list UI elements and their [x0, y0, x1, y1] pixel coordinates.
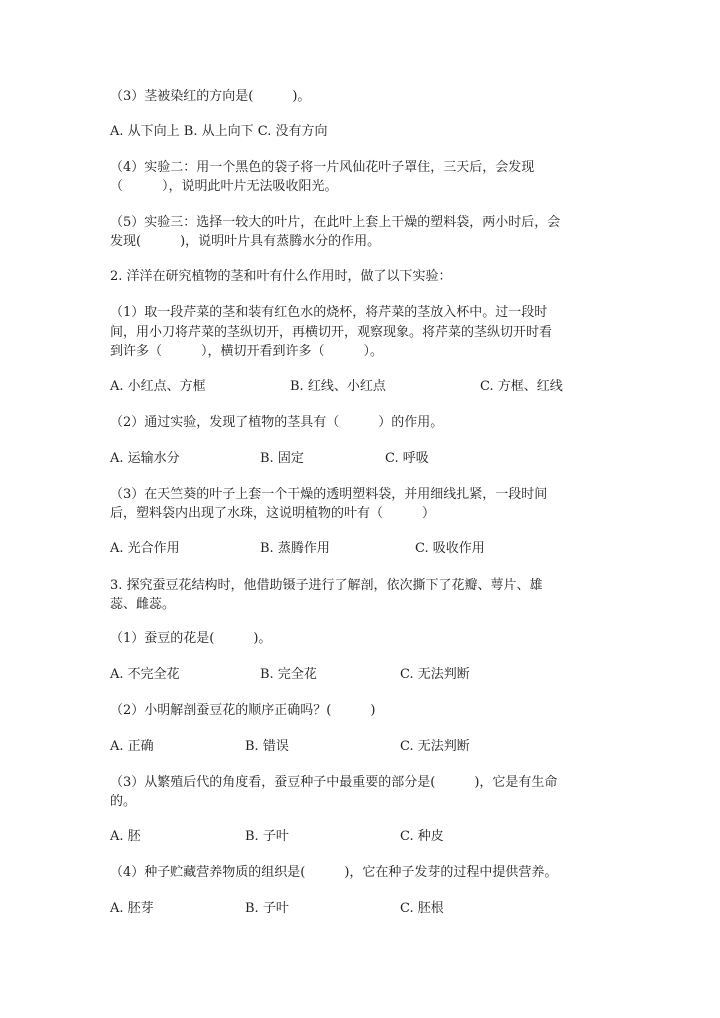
option-c: C. 方框、红线: [480, 379, 563, 394]
question-3-1: （1）蚕豆的花是( )。: [110, 631, 272, 646]
question-3-stem-line-2: 蕊、雌蕊。: [110, 597, 176, 612]
question-3-3-line-1: （3）从繁殖后代的角度看，蚕豆种子中最重要的部分是( )，它是有生命: [110, 775, 558, 790]
option-a: A. 光合作用: [110, 541, 180, 556]
question-2-3-line-1: （3）在天竺葵的叶子上套一个干燥的透明塑料袋，并用细线扎紧，一段时间: [110, 487, 548, 502]
question-2-stem: 2. 洋洋在研究植物的茎和叶有什么作用时，做了以下实验：: [110, 269, 452, 284]
option-c: C. 种皮: [400, 829, 444, 844]
question-3-2: （2）小明解剖蚕豆花的顺序正确吗？( ): [110, 703, 376, 718]
question-1-3: （3）茎被染红的方向是( )。: [110, 89, 311, 104]
option-b: B. 完全花: [260, 667, 317, 682]
option-c: C. 吸收作用: [415, 541, 485, 556]
option-c: C. 无法判断: [400, 667, 470, 682]
option-b: B. 子叶: [245, 901, 289, 916]
option-b: B. 蒸腾作用: [260, 541, 330, 556]
question-1-3-options: A. 从下向上 B. 从上向下 C. 没有方向: [110, 124, 328, 139]
question-2-1-line-1: （1）取一段芹菜的茎和装有红色水的烧杯，将芹菜的茎放入杯中。过一段时: [110, 305, 548, 320]
question-3-3-line-2: 的。: [110, 794, 137, 809]
question-2-1-line-3: 到许多（ ），横切开看到许多（ ）。: [110, 344, 384, 359]
question-3-4: （4）种子贮藏营养物质的组织是( )，它在种子发芽的过程中提供营养。: [110, 865, 558, 880]
option-a: A. 胚: [110, 829, 141, 844]
question-2-2: （2）通过实验，发现了植物的茎具有（ ）的作用。: [110, 415, 444, 430]
option-a: A. 胚芽: [110, 901, 154, 916]
option-b: B. 红线、小红点: [290, 379, 386, 394]
question-1-4-line-1: （4）实验二：用一个黑色的袋子将一片风仙花叶子罩住，三天后，会发现: [110, 160, 535, 175]
question-1-5-line-1: （5）实验三：选择一较大的叶片，在此叶上套上干燥的塑料袋，两小时后，会: [110, 215, 561, 230]
option-c: C. 胚根: [400, 901, 444, 916]
question-1-4-line-2: （ ），说明此叶片无法吸收阳光。: [110, 179, 338, 194]
option-c: C. 呼吸: [385, 451, 429, 466]
option-a: A. 不完全花: [110, 667, 180, 682]
option-b: B. 固定: [260, 451, 304, 466]
question-3-stem-line-1: 3. 探究蚕豆花结构时，他借助镊子进行了解剖，依次撕下了花瓣、萼片、雄: [110, 578, 543, 593]
option-a: A. 正确: [110, 739, 154, 754]
option-a: A. 运输水分: [110, 451, 180, 466]
question-1-5-line-2: 发现( )，说明叶片具有蒸腾水分的作用。: [110, 234, 381, 249]
option-c: C. 无法判断: [400, 739, 470, 754]
option-a: A. 小红点、方框: [110, 379, 206, 394]
option-b: B. 子叶: [245, 829, 289, 844]
question-2-1-line-2: 间，用小刀将芹菜的茎纵切开，再横切开，观察现象。将芹菜的茎纵切开时看: [110, 325, 553, 340]
question-2-3-line-2: 后，塑料袋内出现了水珠，这说明植物的叶有（ ）: [110, 506, 436, 521]
option-b: B. 错误: [245, 739, 289, 754]
